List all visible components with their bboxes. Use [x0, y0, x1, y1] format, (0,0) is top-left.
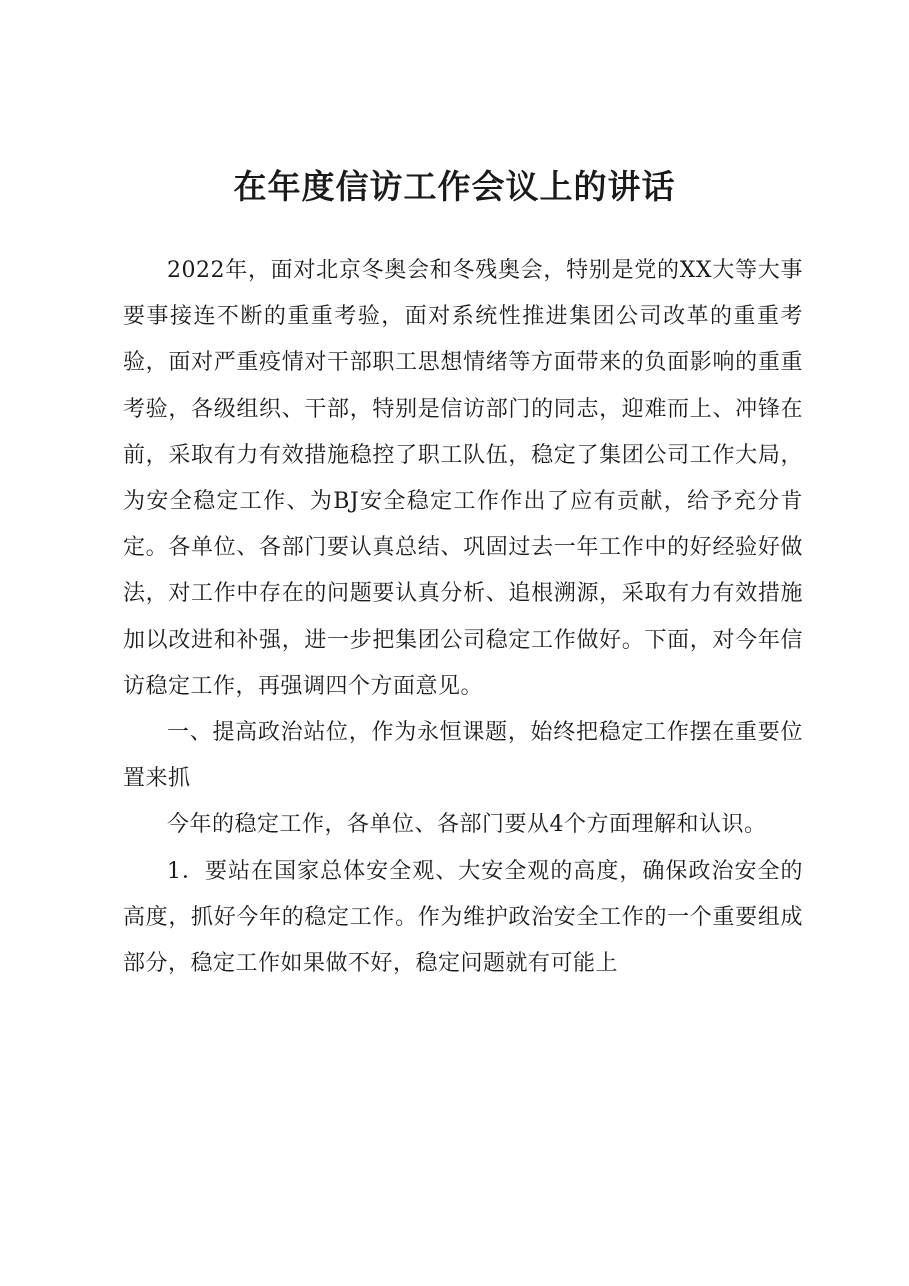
document-body: [123, 248, 803, 987]
paragraph-section-1-intro: 今年的稳定工作，各单位、各部门要从4个方面理解和认识。: [167, 812, 767, 838]
document-title: 在年度信访工作会议上的讲话: [233, 167, 676, 206]
paragraph-intro: 2022年，面对北京冬奥会和冬残奥会，特别是党的XX大等大事要事接连不断的重重考验，面对系统性推进集团公司改革的重重考验，面对严重疫情对干部职工思想情绪等方面带来的负面影响的重重考验，各级组织、干部，特别是信访部门的同志，迎难而上、冲锋在前，采取有力有效措施稳控了职工队伍，稳定了集团公司工作大局，为安全稳定工作、为BJ安全稳定工作作出了应有贡献，给予充分肯定。各单位、各部门要认真总结、巩固过去一年工作中的好经验好做法，对工作中存在的问题要认真分析、追根溯源，采取有力有效措施加以改进和补强，进一步把集团公司稳定工作做好。下面，对今年信访稳定工作，再强调四个方面意见。: [123, 258, 803, 699]
paragraph-point-1: 1．要站在国家总体安全观、大安全观的高度，确保政治安全的高度，抓好今年的稳定工作。作为维护政治安全工作的一个重要组成部分，稳定工作如果做不好，稳定问题就有可能上: [123, 858, 803, 977]
section-heading-1: 一、提高政治站位，作为永恒课题，始终把稳定工作摆在重要位置来抓: [123, 720, 803, 792]
